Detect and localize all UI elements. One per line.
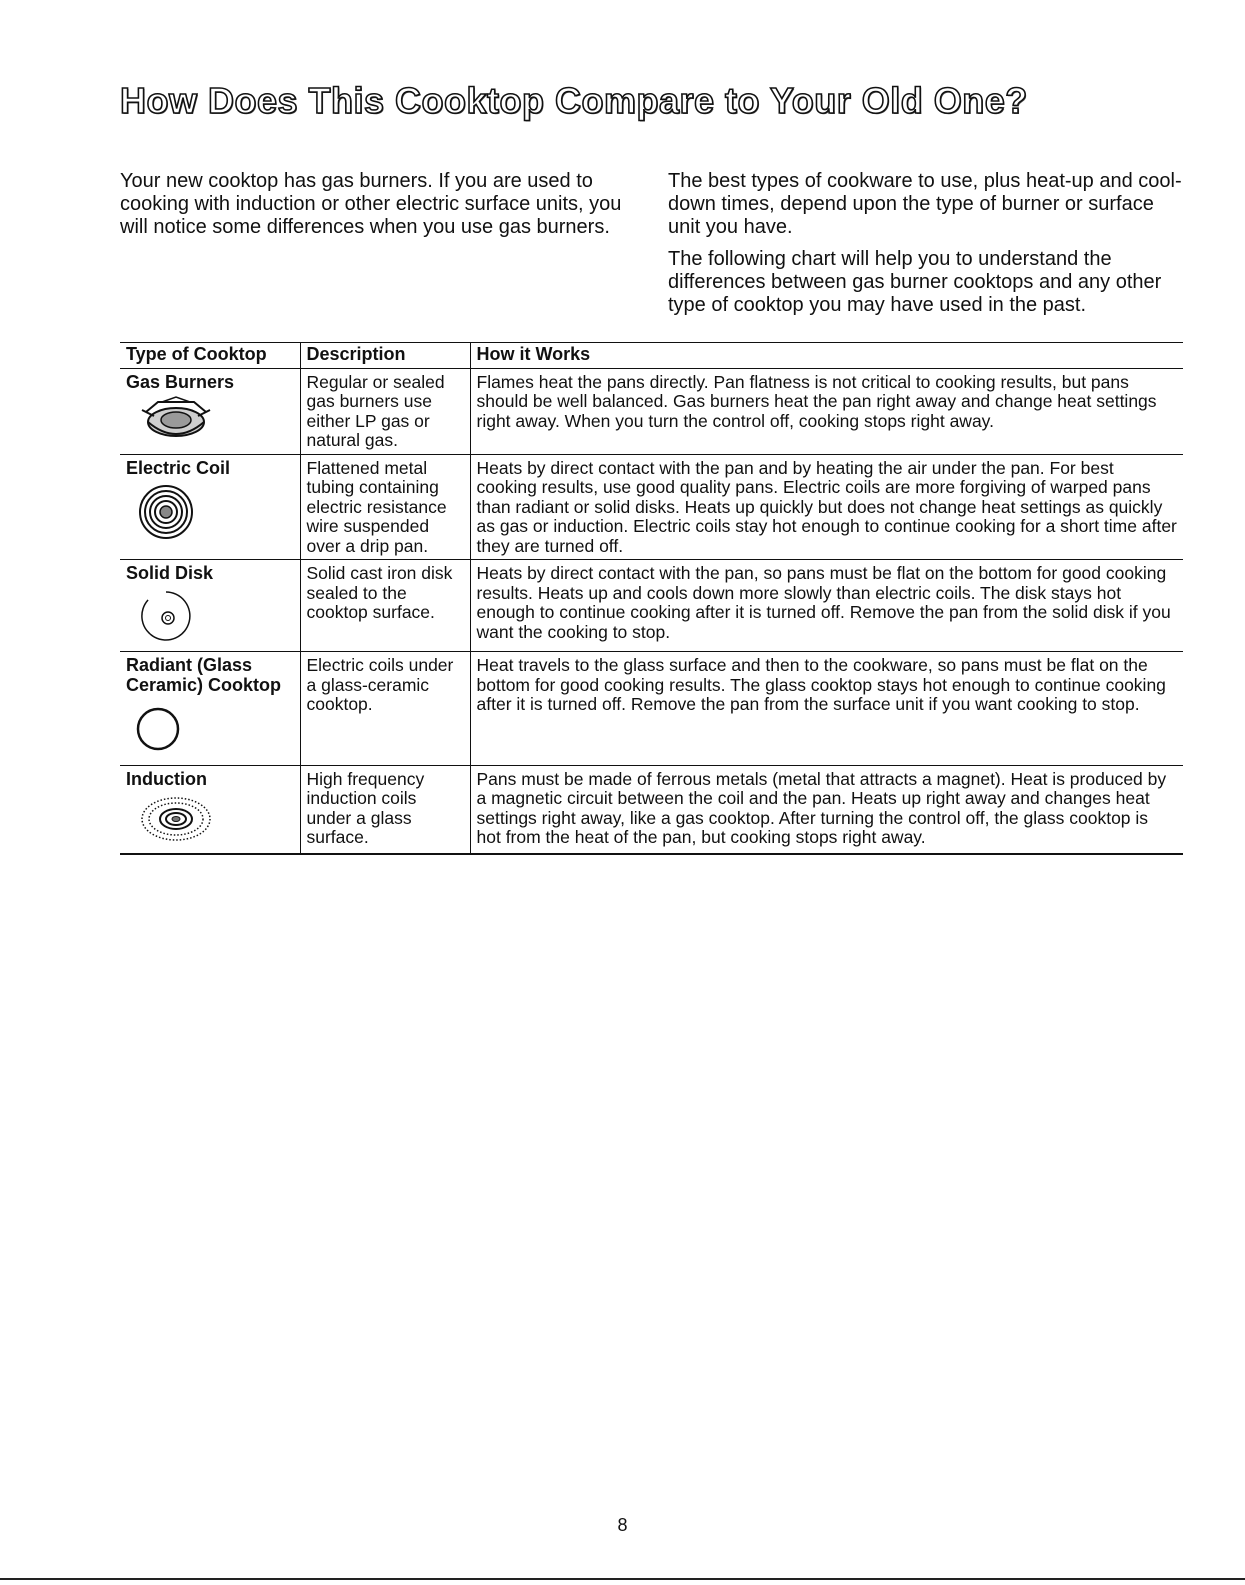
header-description: Description — [300, 343, 470, 369]
type-cell — [120, 454, 300, 560]
table-row — [120, 560, 1183, 652]
cooktop-comparison-table — [120, 342, 1183, 855]
type-cell — [120, 560, 300, 652]
induction-coil-icon — [136, 793, 294, 850]
cooktop-type-electric-coil: Electric Coil — [126, 457, 231, 478]
table-row — [120, 765, 1183, 854]
solid-disk-icon — [136, 588, 294, 649]
intro-column-right — [668, 170, 1183, 326]
gas-burner-icon — [136, 396, 294, 447]
cooktop-type-gas-burners: Gas Burners — [126, 371, 235, 392]
type-cell — [120, 652, 300, 766]
description-cell: High frequency induction coils under a glass surface. — [300, 765, 470, 854]
intro-paragraph-left: Your new cooktop has gas burners. If you are used to cooking with induction or other electric surface units, you will notice some differences when you use gas burners. — [120, 170, 622, 238]
header-how-it-works: How it Works — [470, 343, 1183, 369]
table-row — [120, 368, 1183, 454]
type-cell — [120, 368, 300, 454]
table-header-row — [120, 343, 1183, 369]
table-row — [120, 454, 1183, 560]
radiant-circle-icon — [136, 699, 294, 762]
bottom-divider — [0, 1578, 1245, 1580]
table-row — [120, 652, 1183, 766]
header-type-of-cooktop: Type of Cooktop — [120, 343, 300, 369]
cooktop-type-solid-disk: Solid Disk — [126, 563, 214, 583]
how-it-works-cell: Heats by direct contact with the pan and by heating the air under the pan. For best cooking results, use good quality pans. Electric coils are more forgiving of warped pans than radiant or solid disks. Heats up quickly but does not change heat settings as quickly as gas or induction. Electric coils stay hot enough to continue cooking for a short time after they are turned off. — [470, 454, 1183, 560]
description-cell: Solid cast iron disk sealed to the cooktop surface. — [300, 560, 470, 652]
intro-paragraph-cookware: The best types of cookware to use, plus heat-up and cool-down times, depend upon the type of burner or surface unit you have. — [668, 170, 1182, 238]
cooktop-type-radiant: Radiant (Glass Ceramic) Cooktop — [126, 655, 282, 695]
type-cell — [120, 765, 300, 854]
how-it-works-cell: Pans must be made of ferrous metals (metal that attracts a magnet). Heat is produced by a magnetic circuit between the coil and the pan. Heats up right away and changes heat settings right away, like a gas cooktop. After turning the control off, the glass cooktop is hot from the heat of the pan, but cooking stops right away. — [470, 765, 1183, 854]
how-it-works-cell: Heats by direct contact with the pan, so pans must be flat on the bottom for good cooking results. Heats up and cools down more slowly than electric coils. The disk stays hot enough to continue cooking after it is turned off. Remove the pan from the solid disk if you want the cooking to stop. — [470, 560, 1183, 652]
description-cell: Electric coils under a glass-ceramic cooktop. — [300, 652, 470, 766]
page-title: How Does This Cooktop Compare to Your Old One? — [120, 80, 1028, 121]
description-cell: Flattened metal tubing containing electric resistance wire suspended over a drip pan. — [300, 454, 470, 560]
cooktop-type-induction: Induction — [126, 768, 207, 789]
intro-paragraph-chart: The following chart will help you to understand the differences between gas burner cooktops and any other type of cooktop you may have used in the past. — [668, 248, 1162, 316]
description-cell: Regular or sealed gas burners use either LP gas or natural gas. — [300, 368, 470, 454]
how-it-works-cell: Flames heat the pans directly. Pan flatness is not critical to cooking results, but pans should be well balanced. Gas burners heat the pan right away and change heat settings right away. When you turn the control off, cooking stops right away. — [470, 368, 1183, 454]
page-number: 8 — [617, 1515, 628, 1535]
how-it-works-cell: Heat travels to the glass surface and then to the cookware, so pans must be flat on the bottom for good cooking results. The glass cooktop stays hot enough to continue cooking after it is turned off. Remove the pan from the surface unit if you want cooking to stop. — [470, 652, 1183, 766]
electric-coil-icon — [136, 482, 294, 547]
